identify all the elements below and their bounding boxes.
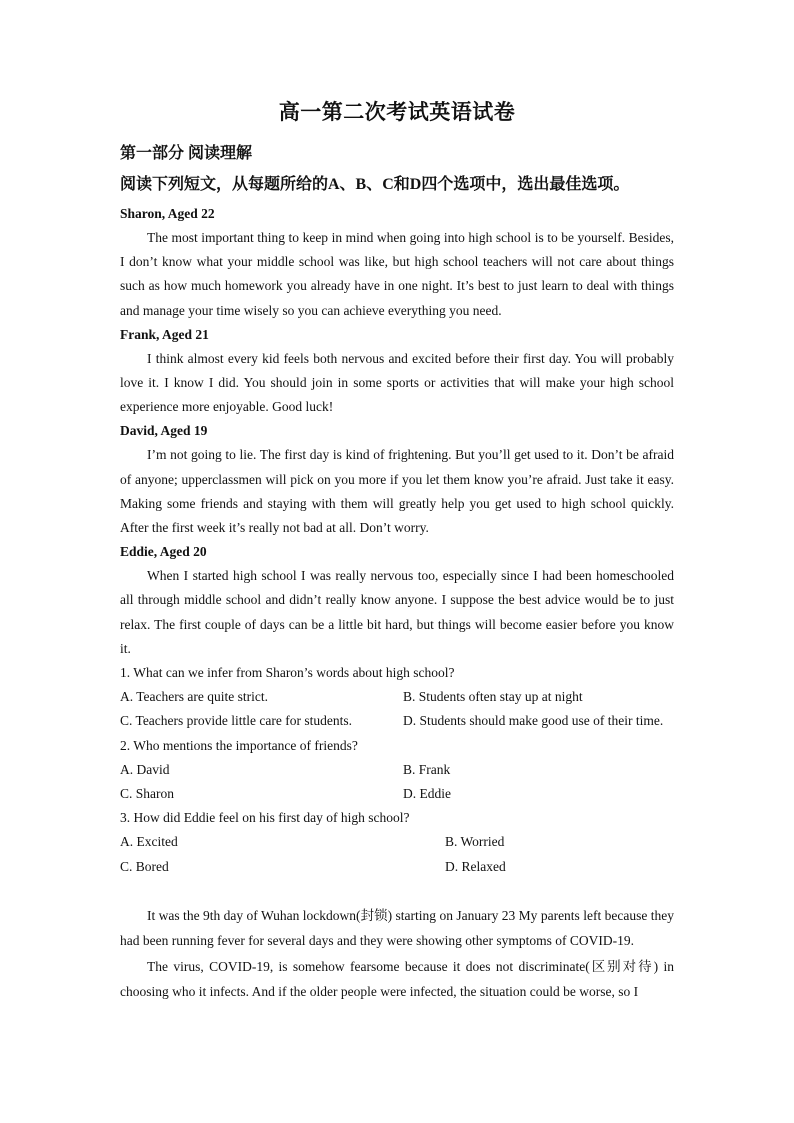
question-2	[120, 734, 674, 807]
option-a: A. Excited	[120, 834, 178, 850]
option-b: B. Worried	[445, 834, 505, 850]
option-a: A. David	[120, 761, 170, 777]
option-c: C. Teachers provide little care for students.	[120, 713, 352, 729]
exam-page	[120, 96, 674, 1005]
passage-block	[120, 202, 674, 661]
question-1	[120, 661, 674, 734]
question-text: 3. How did Eddie feel on his first day of high school?	[120, 810, 410, 826]
option-b: B. Students often stay up at night	[403, 689, 583, 705]
page-title: 高一第二次考试英语试卷	[278, 100, 516, 124]
passage-text: The virus, COVID-19, is somehow fearsome because it does not discriminate(区别对待) in choosing who it infects. And if the older people were infected, the situation could be worse, so I	[120, 958, 674, 1000]
speaker-name: David, Aged 19	[120, 423, 208, 439]
option-b: B. Frank	[403, 761, 451, 777]
option-d: D. Relaxed	[445, 858, 506, 874]
question-text: 1. What can we infer from Sharon’s words about high school?	[120, 665, 455, 681]
passage-text: When I started high school I was really nervous too, especially since I had been homeschooled all through middle school and didn’t really know anyone. I suppose the best advice would be to just relax. The first couple of days can be a little bit hard, but things will become easier before you know it.	[120, 568, 674, 656]
instruction: 阅读下列短文，从每题所给的A、B、C和D四个选项中，选出最佳选项。	[120, 176, 630, 193]
speaker-name: Sharon, Aged 22	[120, 206, 215, 221]
passage-text: The most important thing to keep in mind when going into high school is to be yourself. Besides, I don’t know what your middle school was like, but high school teachers will not care about things such as how much homework you already have in one night. It’s best to just learn to deal with things and manage your time wisely so you can achieve everything you need.	[120, 230, 674, 318]
question-3	[120, 806, 674, 879]
option-d: D. Eddie	[403, 786, 451, 802]
option-c: C. Sharon	[120, 786, 174, 802]
section-heading: 第一部分 阅读理解	[120, 145, 253, 162]
speaker-name: Eddie, Aged 20	[120, 544, 207, 560]
speaker-name: Frank, Aged 21	[120, 326, 209, 342]
passage-text: It was the 9th day of Wuhan lockdown(封锁) starting on January 23 My parents left because they had been running fever for several days and they were showing other symptoms of COVID-19.	[120, 907, 674, 949]
spacer	[120, 879, 674, 903]
option-a: A. Teachers are quite strict.	[120, 689, 268, 705]
option-c: C. Bored	[120, 858, 169, 874]
passage-text: I’m not going to lie. The first day is kind of frightening. But you’ll get used to it. Don’t be afraid of anyone; upperclassmen will pick on you more if you let them know you’re afraid. Just take it easy. Making some friends and staying with them will greatly help you get used to high school quickly. After the first week it’s really not bad at all. Don’t worry.	[120, 447, 674, 536]
question-text: 2. Who mentions the importance of friends?	[120, 737, 358, 753]
option-d: D. Students should make good use of their time.	[403, 713, 664, 729]
passage-2	[120, 903, 674, 1005]
passage-text: I think almost every kid feels both nervous and excited before their first day. You will probably love it. I know I did. You should join in some sports or activities that will make your high school experience more enjoyable. Good luck!	[120, 350, 674, 415]
